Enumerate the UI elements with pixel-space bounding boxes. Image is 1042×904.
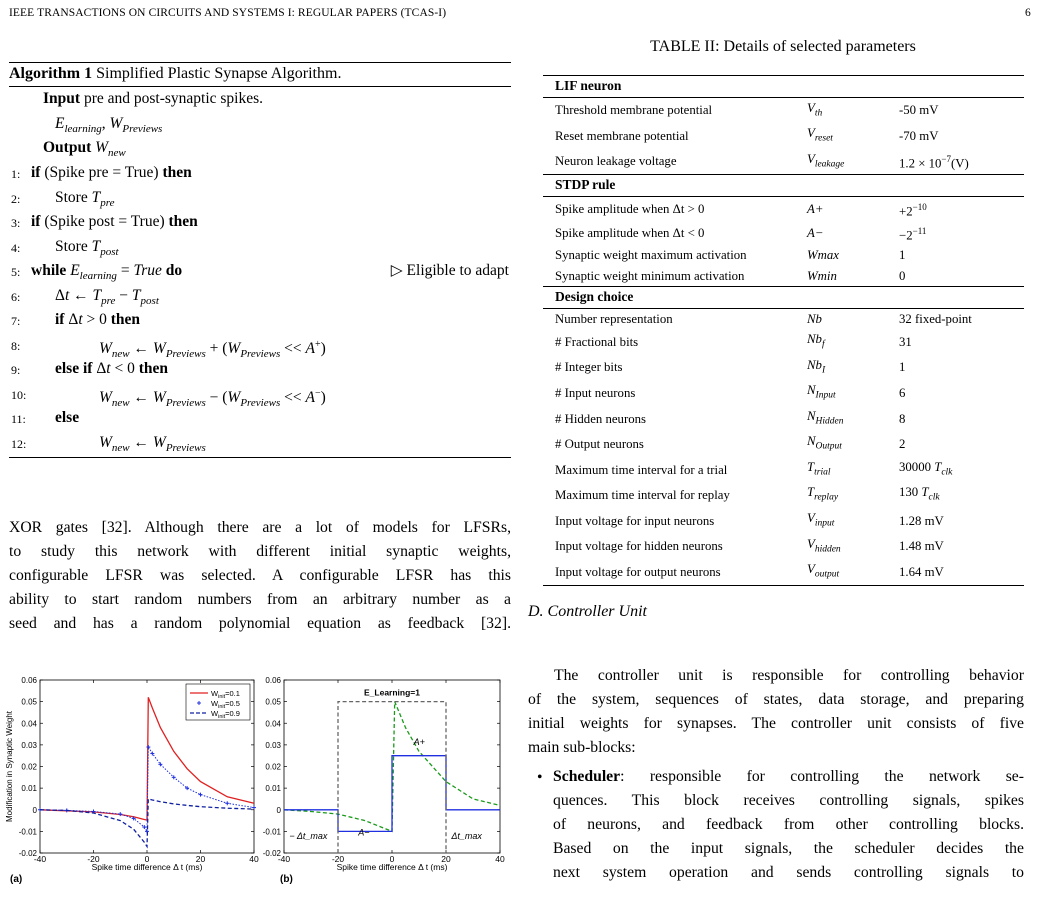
param-value: $1.2 \times 10^{-7}(V)$	[899, 154, 969, 171]
table-row	[543, 457, 1024, 483]
param-value: 1.48 mV	[899, 539, 944, 554]
table-row	[543, 97, 1024, 123]
y-tick-label: 0.03	[265, 740, 281, 750]
page-number: 6	[1025, 7, 1031, 19]
param-name: # Hidden neurons	[555, 411, 646, 426]
legend-entry: $W_{init}=0.1$	[211, 689, 240, 700]
parameters-table	[543, 75, 1024, 586]
chart-title: E_Learning=1	[364, 687, 420, 698]
x-tick-label: -20	[87, 854, 100, 864]
section-title: STDP rule	[543, 175, 1024, 197]
param-symbol: $V_{hidden}$	[807, 536, 841, 555]
param-value: -50 mV	[887, 97, 1024, 123]
param-symbol: $V_{reset}$	[807, 126, 833, 144]
left-paragraph: XOR gates [32]. Although there are a lot of models for LFSRs, to study this network with different initial synaptic weights, configurable LFSR was selected. A configurable LFSR has this ability to start random numbers from an arbitrary number as a seed and has a random polynomial equation as feedback [32].	[9, 519, 511, 632]
x-tick-label: 20	[441, 854, 451, 864]
y-tick-label: 0.01	[21, 784, 37, 794]
annotation-a-plus: A+	[413, 736, 425, 747]
table-section-header	[543, 76, 1024, 98]
table-row	[543, 123, 1024, 149]
param-value: 0	[899, 268, 906, 283]
param-value: 1	[899, 248, 906, 263]
x-tick-label: 40	[249, 854, 259, 864]
param-name: Reset membrane potential	[555, 128, 689, 143]
param-symbol: $N_{Hidden}$	[807, 408, 844, 427]
panel-label: (b)	[280, 874, 293, 885]
y-tick-label: 0.04	[21, 719, 37, 729]
algorithm-comment: ▷ Eligible to adapt	[390, 262, 509, 279]
y-tick-label: 0.02	[265, 762, 281, 772]
y-tick-label: 0.06	[265, 676, 281, 685]
bullet-dot: •	[537, 769, 543, 786]
param-symbol: Wmin	[807, 268, 837, 283]
y-tick-label: 0	[32, 805, 37, 815]
param-value: -70 mV	[899, 128, 939, 143]
param-symbol: $N_{Output}$	[807, 434, 842, 452]
param-value: 31	[899, 334, 912, 349]
y-tick-label: 0.02	[21, 762, 37, 772]
param-name: Number representation	[543, 308, 795, 329]
bullet-scheduler: Scheduler: responsible for controlling the network se- quences. This block receives controlling signals, spikes of neurons, and feedback from other controlling blocks. Based on the input signals, the scheduler decides the next system operation and sends controlling signals to	[553, 768, 1024, 881]
legend	[186, 684, 250, 720]
table-row	[543, 355, 1024, 381]
param-symbol: $Nb_f$	[807, 332, 825, 350]
algorithm-box: Algorithm 1 Simplified Plastic Synapse Algorithm. Input pre and post-synaptic spikes. $E_{learning}$, $W_{Previews}$ Output $W_{new}$ 1: if (Spike pre = True) then 2: Store $T_{pre}$ 3: if (Spike post = True) then 4: Store $T_{post}$ 5: while $E_{learning}$ = True do ▷ Eligible to adapt 6: Δt ← $T_{pre} - T_{post}$ 7: if Δt > 0 then 8: $W_{new}$ ← $W_{Previews} + (W_{Previews} << A^+)$ 9: else if Δt < 0 then 10: $W_{new}$ ← $W_{Previews} - (W_{Previews} << A^-)$ 11: else 12: $W_{new}$ ← $W_{Previews}$	[9, 62, 511, 458]
param-symbol: A−	[807, 226, 824, 241]
param-name: Input voltage for input neurons	[555, 513, 715, 528]
y-tick-label: 0.04	[265, 719, 281, 729]
param-name: # Integer bits	[555, 360, 623, 375]
annotation-dtmax: Δt_max	[451, 830, 482, 841]
param-value: $+2^{-10}$	[887, 196, 1024, 221]
legend-entry: $W_{init}=0.9$	[211, 709, 240, 720]
y-tick-label: -0.01	[18, 827, 37, 837]
y-tick-label: 0.06	[21, 676, 37, 685]
section-title: Design choice	[543, 287, 1024, 309]
panel-label: (a)	[10, 874, 23, 885]
param-symbol: A+	[795, 196, 887, 221]
table-row	[543, 406, 1024, 432]
param-symbol: $V_{th}$	[795, 97, 887, 123]
stdp-chart-a	[0, 648, 262, 898]
y-tick-label: -0.02	[18, 849, 37, 858]
param-symbol: $N_{Input}$	[807, 383, 836, 401]
right-paragraph: The controller unit is responsible for controlling behavior of the system, sequences of states, data storage, and preparing initial weights for synapses. The controller unit consists of five main sub-blocks:	[528, 667, 1024, 756]
param-name: # Fractional bits	[555, 334, 639, 349]
param-name: # Output neurons	[555, 437, 644, 452]
param-symbol: $V_{output}$	[795, 559, 887, 585]
param-value: 2	[899, 437, 906, 452]
table-row	[543, 221, 1024, 245]
param-symbol: $T_{replay}$	[807, 485, 839, 503]
table-row	[543, 245, 1024, 266]
table-row	[543, 431, 1024, 457]
x-tick-label: 0	[389, 854, 395, 864]
x-tick-label: -20	[331, 854, 345, 864]
running-header: IEEE TRANSACTIONS ON CIRCUITS AND SYSTEMS I: REGULAR PAPERS (TCAS-I)	[9, 7, 447, 19]
table-row	[543, 149, 1024, 175]
x-axis-label: Spike time difference Δ t (ms)	[91, 862, 203, 872]
x-tick-label: -40	[33, 854, 47, 864]
table-row	[543, 508, 1024, 534]
table-section-header	[543, 175, 1024, 197]
param-value: 1.64 mV	[887, 559, 1024, 585]
x-tick-label: 0	[144, 854, 150, 864]
param-value: 1.28 mV	[899, 513, 944, 528]
param-value: 6	[899, 386, 906, 401]
param-name: Maximum time interval for a trial	[555, 462, 728, 477]
param-name: Spike amplitude when Δt > 0	[543, 196, 795, 221]
param-name: Neuron leakage voltage	[555, 154, 677, 169]
param-symbol: $Nb_I$	[807, 357, 826, 376]
param-value: 1	[899, 360, 906, 375]
stdp-chart-b	[256, 648, 512, 898]
y-tick-label: 0.01	[265, 784, 281, 794]
figure-a	[0, 648, 262, 903]
y-tick-label: 0.05	[21, 697, 37, 707]
param-name: Input voltage for hidden neurons	[555, 539, 723, 554]
table-section-header	[543, 287, 1024, 309]
figure-b	[256, 648, 512, 903]
section-title: LIF neuron	[543, 76, 1024, 98]
table-row	[543, 266, 1024, 287]
x-axis-label: Spike time difference Δ t (ms)	[336, 862, 448, 872]
param-value: 8	[899, 411, 906, 426]
param-name: Maximum time interval for replay	[555, 488, 730, 503]
param-value: 30000 $T_{clk}$	[899, 459, 953, 478]
table-row	[543, 329, 1024, 355]
param-name: Threshold membrane potential	[543, 97, 795, 123]
param-symbol: $V_{input}$	[807, 511, 835, 529]
table-row	[543, 308, 1024, 329]
param-symbol: $V_{leakage}$	[807, 151, 845, 170]
param-name: Spike amplitude when Δt < 0	[555, 226, 705, 241]
y-tick-label: -0.01	[262, 827, 281, 837]
algorithm-title: Algorithm 1 Simplified Plastic Synapse Algorithm.	[9, 65, 342, 82]
table-row	[543, 534, 1024, 560]
y-tick-label: -0.02	[262, 849, 281, 858]
table-row	[543, 380, 1024, 406]
table-caption: TABLE II: Details of selected parameters	[650, 38, 916, 55]
y-tick-label: 0.05	[265, 697, 281, 707]
y-axis-label: Modification in Synaptic Weight	[5, 710, 14, 823]
section-heading: D. Controller Unit	[528, 603, 647, 620]
param-symbol: Nb	[795, 308, 887, 329]
param-symbol: $T_{trial}$	[807, 459, 831, 478]
param-value: $-2^{-11}$	[899, 225, 927, 243]
table-row	[543, 196, 1024, 221]
param-name: # Input neurons	[555, 386, 636, 401]
x-tick-label: 20	[195, 854, 206, 864]
x-tick-label: 40	[495, 854, 505, 864]
param-name: Synaptic weight maximum activation	[555, 248, 747, 263]
table-row	[543, 559, 1024, 585]
param-value: 32 fixed-point	[887, 308, 1024, 329]
x-tick-label: -40	[277, 854, 291, 864]
param-name: Input voltage for output neurons	[543, 559, 795, 585]
param-name: Synaptic weight minimum activation	[555, 268, 745, 283]
param-value: 130 $T_{clk}$	[899, 485, 940, 503]
y-tick-label: 0	[276, 805, 281, 815]
param-symbol: Wmax	[807, 248, 839, 263]
annotation-neg-dtmax: − Δt_max	[289, 830, 328, 841]
annotation-a-minus: A−	[358, 827, 370, 838]
y-tick-label: 0.03	[21, 740, 37, 750]
legend-entry: $W_{init}=0.5$	[211, 699, 240, 710]
table-row	[543, 482, 1024, 508]
